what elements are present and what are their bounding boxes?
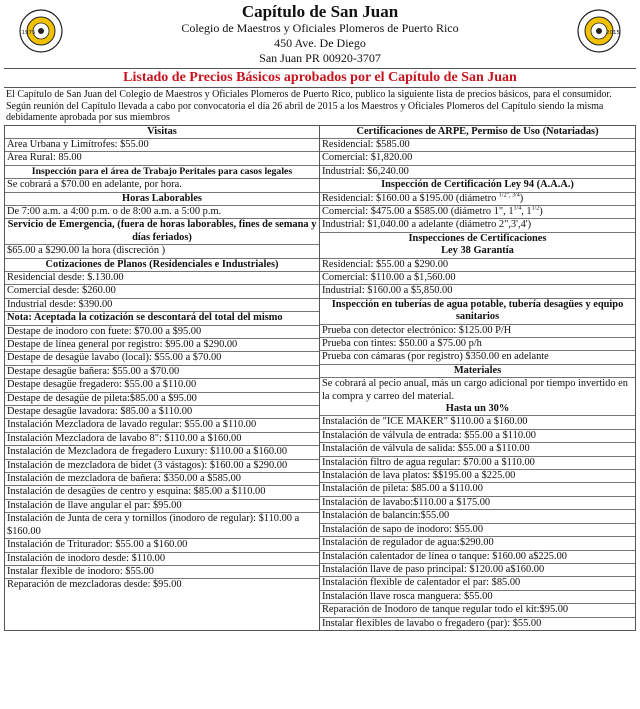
- list-item: Instalación de mezcladora de bañera: $350.00 a $585.00: [5, 473, 319, 486]
- ley38-header-2: Ley 38 Garantía: [320, 245, 635, 258]
- ley38-industrial: Industrial: $160.00 a $5,850.00: [320, 285, 635, 298]
- logo-year-left: 1975: [21, 30, 36, 36]
- planos-industrial: Industrial desde: $390.00: [5, 299, 319, 312]
- address-street: 450 Ave. De Diego: [274, 36, 366, 50]
- chapter-seal-logo-left: [18, 8, 64, 54]
- planos-header: Cotizaciones de Planos (Residenciales e Industriales): [5, 259, 319, 272]
- materiales-note: Se cobrará al pecio anual, más un cargo adicional por tiempo invertido en la compra y carreo del material.: [322, 378, 628, 402]
- horas-value: De 7:00 a.m. a 4:00 p.m. o de 8:00 a.m. a 5:00 p.m.: [5, 206, 319, 219]
- price-table: [4, 126, 636, 631]
- visitas-rural: Área Rural: 85.00: [5, 152, 319, 165]
- chapter-title: Capítulo de San Juan: [241, 2, 399, 21]
- logo-year-right: 2015: [606, 30, 620, 36]
- materiales-header: Materiales: [320, 365, 635, 378]
- intro-paragraph-2: Según reunión del Capítulo llevada a cabo por convocatoria el día 26 abril de 2015 a los Maestros y Oficiales Plomeros del Capítulo siendo la misma debidamente aprobada por sus miembros: [6, 100, 604, 123]
- list-item: Instalación de lava platos: $$195.00 a $225.00: [320, 470, 635, 483]
- ley94-comercial: Comercial: $475.00 a $585.00 (diámetro 1", $1^{1/4}$, $1^{1/2}$): [320, 206, 635, 219]
- list-item: Instalación de Mezcladora de fregadero Luxury: $110.00 a $160.00: [5, 446, 319, 459]
- ley94-residencial: Residencial: $160.00 a $195.00 (diámetro $^{1/2", 3/4}$): [320, 193, 635, 206]
- list-item: Instalación de válvula de entrada: $55.00 a $110.00: [320, 430, 635, 443]
- right-column: [320, 126, 635, 630]
- list-item: Instalación de "ICE MAKER" $110.00 a $160.00: [320, 416, 635, 429]
- tuberias-header: Inspección en tuberías de agua potable, tubería desagües y equipo sanitarios: [320, 299, 635, 325]
- arpe-comercial: Comercial: $1,820.00: [320, 152, 635, 165]
- list-item: Destape de desagüe lavabo (local): $55.00 a $70.00: [5, 352, 319, 365]
- intro: [4, 88, 636, 126]
- list-item: Instalación de Junta de cera y tornillos (inodoro de regular): $110.00 a $160.00: [5, 513, 319, 539]
- list-item: Reparación de mezcladoras desde: $95.00: [7, 579, 182, 591]
- list-item: Instalación de regulador de agua:$290.00: [320, 537, 635, 550]
- list-item: Instalación de mezcladora de bidet (3 vástagos): $160.00 a $290.00: [5, 460, 319, 473]
- tuberias-camaras: Prueba con cámaras (por registro) $350.00 en adelante: [320, 351, 635, 364]
- arpe-industrial: Industrial: $6,240.00: [320, 166, 635, 179]
- peritales-header: Inspección para el área de Trabajo Peritales para casos legales: [5, 166, 319, 179]
- list-item: Instalación flexible de calentador el par: $85.00: [320, 577, 635, 590]
- tuberias-detector: Prueba con detector electrónico: $125.00 P/H: [320, 325, 635, 338]
- list-item: Instalación de pileta: $85.00 a $110.00: [320, 483, 635, 496]
- list-item: Destape de inodoro con fuete: $70.00 a $95.00: [5, 326, 319, 339]
- ley94-header: Inspección de Certificación Ley 94 (A.A.A.): [320, 179, 635, 192]
- list-item: Instalación calentador de línea o tanque: $160.00 a$225.00: [320, 551, 635, 564]
- list-item: Instalación llave rosca manguera: $55.00: [320, 591, 635, 604]
- planos-comercial: Comercial desde: $260.00: [5, 285, 319, 298]
- list-item: Instalar flexible de inodoro: $55.00: [5, 566, 319, 579]
- visitas-urbana: Área Urbana y Limítrofes: $55.00: [5, 139, 319, 152]
- college-name: Colegio de Maestros y Oficiales Plomeros de Puerto Rico: [181, 21, 459, 35]
- chapter-seal-logo-right: [576, 8, 622, 54]
- left-column: [5, 126, 320, 630]
- ley38-comercial: Comercial: $110.00 a $1,560.00: [320, 272, 635, 285]
- list-item: Instalación de válvula de salida: $55.00 a $110.00: [320, 443, 635, 456]
- nota: Nota: Aceptada la cotización se descontará del total del mismo: [5, 312, 319, 325]
- listing-title: Listado de Precios Básicos aprobados por el Capítulo de San Juan: [4, 68, 636, 88]
- emergencia-header: Servicio de Emergencia, (fuera de horas laborables, fines de semana y días feriados): [5, 219, 319, 245]
- list-item: Destape de línea general por registro: $95.00 a $290.00: [5, 339, 319, 352]
- list-item: Destape desagüe bañera: $55.00 a $70.00: [5, 366, 319, 379]
- ley38-header-1: Inspecciones de Certificaciones: [408, 232, 547, 244]
- list-item: Instalación de balancín:$55.00: [320, 510, 635, 523]
- peritales-price: Se cobrará a $70.00 en adelante, por hora.: [5, 179, 319, 192]
- tuberias-tintes: Prueba con tintes: $50.00 a $75.00 p/h: [320, 338, 635, 351]
- header: [4, 2, 636, 68]
- list-item: Instalación de llave angular el par: $95.00: [5, 500, 319, 513]
- list-item: Instalación llave de paso principal: $120.00 a$160.00: [320, 564, 635, 577]
- materiales-surcharge: Hasta un 30%: [320, 403, 635, 416]
- planos-residencial: Residencial desde: $.130.00: [5, 272, 319, 285]
- list-item: Instalación Mezcladora de lavado regular: $55.00 a $110.00: [5, 419, 319, 432]
- list-item: Instalación de desagües de centro y esquina: $85.00 a $110.00: [5, 486, 319, 499]
- list-item: Instalar flexibles de lavabo o fregadero (par): $55.00: [322, 617, 542, 629]
- list-item: Instalación Mezcladora de lavabo 8": $110.00 a $160.00: [5, 433, 319, 446]
- arpe-header: Certificaciones de ARPE, Permiso de Uso (Notariadas): [320, 126, 635, 139]
- list-item: Reparación de Inodoro de tanque regular todo el kit:$95.00: [320, 604, 635, 617]
- ley38-residencial: Residencial: $55.00 a $290.00: [320, 259, 635, 272]
- ley94-industrial: Industrial: $1,040.00 a adelante (diámetro 2",3',4'): [320, 219, 635, 232]
- arpe-residencial: Residencial: $585.00: [320, 139, 635, 152]
- list-item: Destape de desagüe de pileta:$85.00 a $95.00: [5, 393, 319, 406]
- list-item: Instalación de inodoro desde: $110.00: [5, 553, 319, 566]
- intro-paragraph-1: El Capítulo de San Juan del Colegio de Maestros y Oficiales Plomeros de Puerto Rico, publico la siguiente lista de precios básicos, para el consumidor.: [6, 89, 612, 100]
- list-item: Instalación de sapo de inodoro: $55.00: [320, 524, 635, 537]
- emergencia-price: $65.00 a $290.00 la hora (discreción ): [5, 245, 319, 258]
- visitas-header: Visitas: [5, 126, 319, 139]
- list-item: Destape desagüe lavadora: $85.00 a $110.00: [5, 406, 319, 419]
- list-item: Instalación de Triturador: $55.00 a $160.00: [5, 539, 319, 552]
- horas-header: Horas Laborables: [5, 193, 319, 206]
- list-item: Instalación de lavabo:$110.00 a $175.00: [320, 497, 635, 510]
- list-item: Instalación filtro de agua regular: $70.00 a $110.00: [320, 457, 635, 470]
- list-item: Destape desagüe fregadero: $55.00 a $110.00: [5, 379, 319, 392]
- address-city: San Juan PR 00920-3707: [259, 51, 381, 65]
